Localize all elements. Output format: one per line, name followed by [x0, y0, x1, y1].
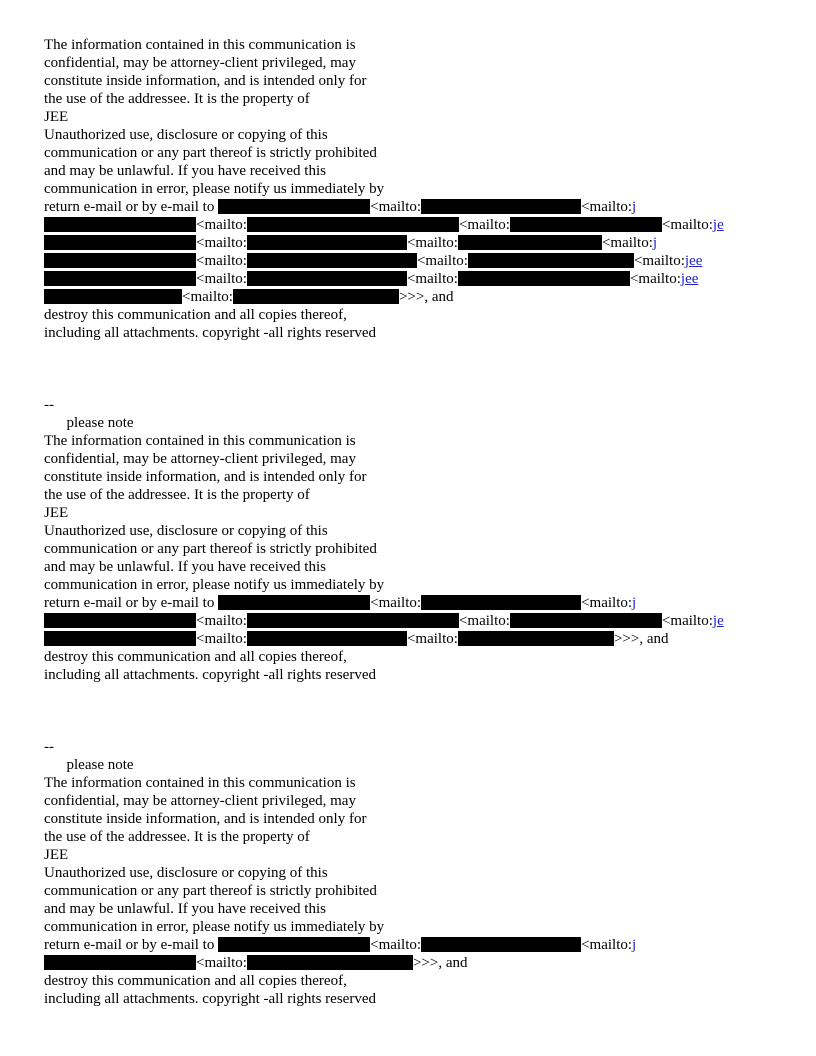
redaction-bar	[247, 613, 459, 628]
notice-line-2: confidential, may be attorney-client privileged, may	[44, 55, 356, 71]
redaction-bar	[458, 631, 614, 646]
email-link-fragment[interactable]: j	[632, 937, 637, 953]
redaction-bar	[458, 271, 630, 286]
redacted-email-line	[44, 216, 772, 234]
closing-line-2: including all attachments. copyright -all rights reserved	[44, 667, 376, 683]
redacted-email-line	[44, 936, 772, 954]
email-link-fragment[interactable]: j	[632, 595, 637, 611]
confidentiality-notice-block	[44, 738, 772, 1008]
redaction-bar	[247, 631, 407, 646]
mailto-label: <mailto:	[196, 613, 247, 629]
mailto-label: <mailto:	[196, 631, 247, 647]
please-note-text: please note	[44, 415, 134, 431]
notice-line-4: the use of the addressee. It is the property of	[44, 91, 310, 107]
mailto-label: <mailto:	[601, 235, 653, 251]
redacted-email-line	[44, 630, 772, 648]
redaction-bar	[218, 595, 370, 610]
redaction-bar	[510, 217, 662, 232]
mailto-label: <mailto:	[196, 271, 247, 287]
mailto-label: <mailto:	[196, 955, 247, 971]
comma-and-text: >>>, and	[613, 631, 669, 647]
mailto-label: <mailto:	[661, 217, 713, 233]
redaction-bar	[44, 631, 196, 646]
mailto-label: <mailto:	[581, 199, 633, 215]
confidentiality-notice-block	[44, 36, 772, 342]
email-link-fragment[interactable]: jee	[680, 271, 699, 287]
notice-line-1: The information contained in this communication is	[44, 37, 356, 53]
redaction-bar	[421, 595, 581, 610]
redacted-email-line	[44, 198, 772, 216]
notice-line-5: JEE	[44, 847, 69, 863]
notice-line-9: communication in error, please notify us immediately by	[44, 919, 385, 935]
mailto-label: <mailto:	[182, 289, 233, 305]
redaction-bar	[247, 235, 407, 250]
notice-line-8: and may be unlawful. If you have received this	[44, 163, 326, 179]
return-email-text: return e-mail or by e-mail to	[44, 199, 219, 215]
redaction-bar	[44, 253, 196, 268]
redaction-bar	[44, 955, 196, 970]
please-note-text: please note	[44, 757, 134, 773]
closing-line-2: including all attachments. copyright -all rights reserved	[44, 991, 376, 1007]
redacted-email-line	[44, 270, 772, 288]
mailto-label: <mailto:	[661, 613, 713, 629]
email-link-fragment[interactable]: j	[632, 199, 637, 215]
redaction-bar	[218, 937, 370, 952]
comma-and-text: >>>, and	[398, 289, 454, 305]
notice-line-9: communication in error, please notify us immediately by	[44, 577, 385, 593]
redaction-bar	[247, 271, 407, 286]
redaction-bar	[44, 235, 196, 250]
signature-separator: --	[44, 739, 54, 755]
redaction-bar	[247, 217, 459, 232]
redaction-bar	[44, 271, 196, 286]
redaction-bar	[468, 253, 634, 268]
redacted-email-line	[44, 252, 772, 270]
redacted-email-line	[44, 954, 772, 972]
mailto-label: <mailto:	[196, 253, 247, 269]
notice-line-3: constitute inside information, and is intended only for	[44, 73, 367, 89]
redaction-bar	[421, 937, 581, 952]
notice-line-7: communication or any part thereof is strictly prohibited	[44, 541, 377, 557]
redaction-bar	[421, 199, 581, 214]
confidentiality-notice-block	[44, 396, 772, 684]
redaction-bar	[44, 613, 196, 628]
notice-line-1: The information contained in this communication is	[44, 775, 356, 791]
closing-line-1: destroy this communication and all copies thereof,	[44, 307, 347, 323]
redaction-bar	[233, 289, 399, 304]
mailto-label: <mailto:	[370, 937, 422, 953]
notice-line-2: confidential, may be attorney-client privileged, may	[44, 793, 356, 809]
redaction-bar	[44, 217, 196, 232]
mailto-label: <mailto:	[406, 271, 458, 287]
redacted-email-line	[44, 234, 772, 252]
mailto-label: <mailto:	[406, 235, 458, 251]
notice-line-7: communication or any part thereof is strictly prohibited	[44, 883, 377, 899]
block-spacer	[44, 684, 772, 738]
email-link-fragment[interactable]: je	[712, 613, 724, 629]
notice-line-4: the use of the addressee. It is the property of	[44, 829, 310, 845]
mailto-label: <mailto:	[196, 217, 247, 233]
mailto-label: <mailto:	[196, 235, 247, 251]
notice-line-1: The information contained in this communication is	[44, 433, 356, 449]
notice-line-3: constitute inside information, and is intended only for	[44, 469, 367, 485]
mailto-label: <mailto:	[458, 217, 510, 233]
redaction-bar	[458, 235, 602, 250]
redaction-bar	[247, 253, 417, 268]
notice-line-6: Unauthorized use, disclosure or copying of this	[44, 523, 328, 539]
mailto-label: <mailto:	[370, 199, 422, 215]
block-spacer	[44, 342, 772, 396]
email-link-fragment[interactable]: je	[712, 217, 724, 233]
return-email-text: return e-mail or by e-mail to	[44, 595, 219, 611]
redaction-bar	[218, 199, 370, 214]
mailto-label: <mailto:	[633, 253, 685, 269]
notice-line-6: Unauthorized use, disclosure or copying of this	[44, 865, 328, 881]
closing-line-1: destroy this communication and all copies thereof,	[44, 649, 347, 665]
mailto-label: <mailto:	[581, 937, 633, 953]
closing-line-2: including all attachments. copyright -all rights reserved	[44, 325, 376, 341]
comma-and-text: >>>, and	[412, 955, 468, 971]
notice-line-5: JEE	[44, 109, 69, 125]
mailto-label: <mailto:	[629, 271, 681, 287]
email-link-fragment[interactable]: j	[652, 235, 658, 251]
notice-line-6: Unauthorized use, disclosure or copying of this	[44, 127, 328, 143]
notice-line-3: constitute inside information, and is intended only for	[44, 811, 367, 827]
mailto-label: <mailto:	[416, 253, 468, 269]
signature-separator: --	[44, 397, 54, 413]
redaction-bar	[510, 613, 662, 628]
mailto-label: <mailto:	[581, 595, 633, 611]
notice-line-7: communication or any part thereof is strictly prohibited	[44, 145, 377, 161]
redaction-bar	[44, 289, 182, 304]
closing-line-1: destroy this communication and all copies thereof,	[44, 973, 347, 989]
return-email-text: return e-mail or by e-mail to	[44, 937, 219, 953]
redacted-email-line	[44, 288, 772, 306]
notice-line-5: JEE	[44, 505, 69, 521]
notice-line-9: communication in error, please notify us immediately by	[44, 181, 385, 197]
notice-line-8: and may be unlawful. If you have received this	[44, 901, 326, 917]
mailto-label: <mailto:	[458, 613, 510, 629]
notice-line-2: confidential, may be attorney-client privileged, may	[44, 451, 356, 467]
redacted-email-line	[44, 612, 772, 630]
redacted-email-line	[44, 594, 772, 612]
notice-line-4: the use of the addressee. It is the property of	[44, 487, 310, 503]
document-body	[44, 36, 772, 1008]
notice-line-8: and may be unlawful. If you have received this	[44, 559, 326, 575]
mailto-label: <mailto:	[370, 595, 422, 611]
redaction-bar	[247, 955, 413, 970]
email-link-fragment[interactable]: jee	[684, 253, 703, 269]
mailto-label: <mailto:	[406, 631, 458, 647]
